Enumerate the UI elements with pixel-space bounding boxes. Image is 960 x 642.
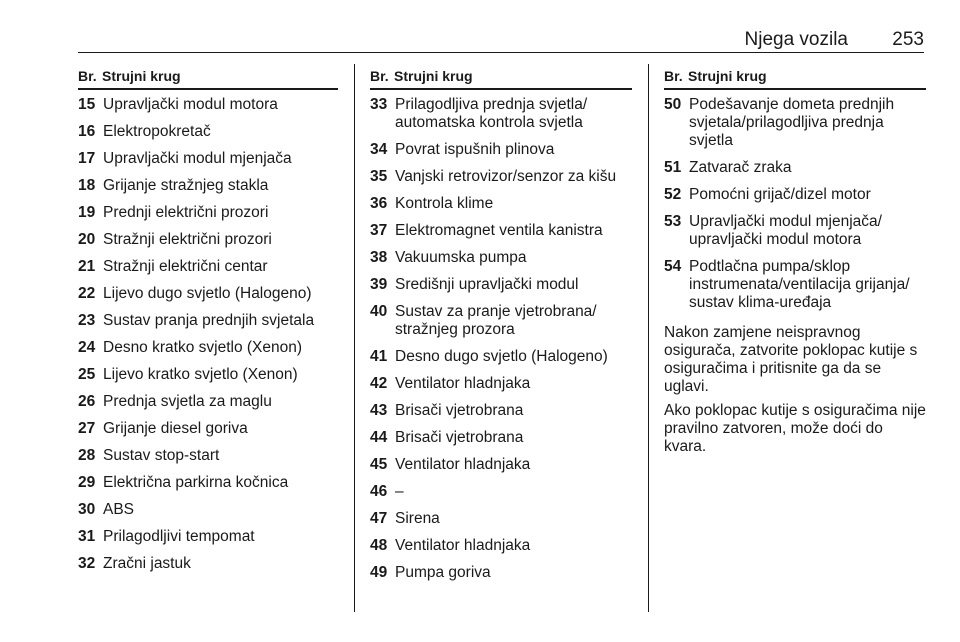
- fuse-number: 35: [370, 168, 388, 185]
- circuit-name: Prilagodljivi tempomat: [103, 528, 255, 545]
- fuse-number: 46: [370, 483, 388, 500]
- fuse-number: 43: [370, 402, 388, 419]
- page-number: 253: [892, 29, 924, 50]
- circuit-name: Pomoćni grijač/dizel motor: [689, 186, 871, 203]
- table-row: [78, 177, 338, 195]
- table-row: [370, 141, 632, 159]
- table-row: [370, 429, 632, 447]
- table-row: [370, 276, 632, 294]
- table-row: [370, 402, 632, 420]
- circuit-name: Grijanje stražnjeg stakla: [103, 177, 269, 194]
- circuit-name: Pumpa goriva: [395, 564, 491, 581]
- circuit-name: Upravljački modul motora: [103, 96, 278, 113]
- circuit-name: Sustav za pranje vjetrobrana/ stražnjeg prozora: [395, 303, 597, 338]
- circuit-name: Električna parkirna kočnica: [103, 474, 289, 491]
- table-row: [78, 150, 338, 168]
- circuit-name: Stražnji električni prozori: [103, 231, 272, 248]
- circuit-name: Sustav pranja prednjih svjetala: [103, 312, 315, 329]
- fuse-number: 25: [78, 366, 96, 383]
- circuit-name: Ventilator hladnjaka: [395, 537, 531, 554]
- table-header: [370, 68, 632, 90]
- fuse-number: 51: [664, 159, 682, 176]
- circuit-name: Lijevo dugo svjetlo (Halogeno): [103, 285, 312, 302]
- table-row: [78, 96, 338, 114]
- circuit-name: Brisači vjetrobrana: [395, 402, 524, 419]
- header-circuit: Strujni krug: [394, 68, 473, 84]
- circuit-name: Grijanje diesel goriva: [103, 420, 248, 437]
- circuit-name: ABS: [103, 501, 135, 518]
- note-paragraph: Ako poklopac kutije s osiguračima nije pravilno zatvoren, može doći do kvara.: [664, 402, 926, 455]
- table-rows: [370, 96, 632, 582]
- fuse-number: 54: [664, 258, 682, 275]
- header-rule: [78, 52, 924, 53]
- table-row: [78, 447, 338, 465]
- fuse-number: 15: [78, 96, 96, 113]
- circuit-name: Elektropokretač: [103, 123, 211, 140]
- circuit-name: Ventilator hladnjaka: [395, 375, 531, 392]
- circuit-name: Povrat ispušnih plinova: [395, 141, 555, 158]
- circuit-name: Lijevo kratko svjetlo (Xenon): [103, 366, 298, 383]
- fuse-number: 30: [78, 501, 96, 518]
- fuse-number: 40: [370, 303, 388, 320]
- fuse-number: 16: [78, 123, 96, 140]
- table-row: [78, 258, 338, 276]
- header-circuit: Strujni krug: [102, 68, 181, 84]
- fuse-number: 45: [370, 456, 388, 473]
- circuit-name: –: [395, 483, 404, 500]
- fuse-number: 26: [78, 393, 96, 410]
- fuse-number: 21: [78, 258, 96, 275]
- table-row: [370, 510, 632, 528]
- table-row: [370, 168, 632, 186]
- circuit-name: Zatvarač zraka: [689, 159, 792, 176]
- circuit-name: Ventilator hladnjaka: [395, 456, 531, 473]
- column-divider: [354, 64, 355, 612]
- fuse-number: 53: [664, 213, 682, 230]
- table-row: [370, 456, 632, 474]
- table-row: [78, 501, 338, 519]
- circuit-name: Upravljački modul mjenjača/ upravljački modul motora: [689, 213, 882, 248]
- table-row: [78, 528, 338, 546]
- note-paragraph: Nakon zamjene neispravnog osigurača, zatvorite poklopac kutije s osiguračima i pritisnite ga da se uglavi.: [664, 324, 918, 395]
- fuse-number: 28: [78, 447, 96, 464]
- circuit-name: Zračni jastuk: [103, 555, 191, 572]
- table-header: [78, 68, 338, 90]
- circuit-name: Elektromagnet ventila kanistra: [395, 222, 603, 239]
- circuit-name: Kontrola klime: [395, 195, 494, 212]
- circuit-name: Desno dugo svjetlo (Halogeno): [395, 348, 608, 365]
- table-row: [370, 348, 632, 366]
- fuse-number: 47: [370, 510, 388, 527]
- fuse-number: 31: [78, 528, 96, 545]
- fuse-number: 39: [370, 276, 388, 293]
- circuit-name: Upravljački modul mjenjača: [103, 150, 292, 167]
- fuse-number: 48: [370, 537, 388, 554]
- fuse-number: 19: [78, 204, 96, 221]
- table-row: [78, 474, 338, 492]
- table-row: [664, 213, 926, 249]
- table-row: [370, 375, 632, 393]
- fuse-number: 22: [78, 285, 96, 302]
- circuit-name: Prednji električni prozori: [103, 204, 269, 221]
- circuit-name: Podešavanje dometa prednjih svjetala/prilagodljiva prednja svjetla: [689, 96, 895, 149]
- table-row: [370, 249, 632, 267]
- table-row: [78, 420, 338, 438]
- table-row: [370, 564, 632, 582]
- circuit-name: Prednja svjetla za maglu: [103, 393, 272, 410]
- table-header: [664, 68, 926, 90]
- header-circuit: Strujni krug: [688, 68, 767, 84]
- table-row: [78, 393, 338, 411]
- table-row: [370, 96, 632, 132]
- table-row: [664, 258, 926, 312]
- table-row: [664, 159, 926, 177]
- fuse-number: 41: [370, 348, 388, 365]
- fuse-table-column-1: [78, 68, 338, 582]
- table-row: [78, 123, 338, 141]
- table-rows: [664, 96, 926, 312]
- fuse-number: 27: [78, 420, 96, 437]
- section-title: Njega vozila: [744, 29, 848, 50]
- table-row: [370, 483, 632, 501]
- circuit-name: Sustav stop-start: [103, 447, 220, 464]
- circuit-name: Desno kratko svjetlo (Xenon): [103, 339, 303, 356]
- table-row: [78, 231, 338, 249]
- circuit-name: Vakuumska pumpa: [395, 249, 527, 266]
- circuit-name: Sirena: [395, 510, 440, 527]
- table-rows: [78, 96, 338, 573]
- header-number: Br.: [370, 68, 389, 84]
- circuit-name: Stražnji električni centar: [103, 258, 268, 275]
- fuse-table-column-3: [664, 68, 926, 462]
- column-divider: [648, 64, 649, 612]
- circuit-name: Vanjski retrovizor/senzor za kišu: [395, 168, 617, 185]
- table-row: [78, 312, 338, 330]
- fuse-number: 42: [370, 375, 388, 392]
- circuit-name: Središnji upravljački modul: [395, 276, 579, 293]
- fuse-number: 23: [78, 312, 96, 329]
- fuse-number: 34: [370, 141, 388, 158]
- fuse-number: 20: [78, 231, 96, 248]
- notes: [664, 324, 926, 456]
- fuse-number: 49: [370, 564, 388, 581]
- fuse-number: 52: [664, 186, 682, 203]
- fuse-number: 24: [78, 339, 96, 356]
- fuse-number: 50: [664, 96, 682, 113]
- circuit-name: Podtlačna pumpa/sklop instrumenata/ventilacija grijanja/ sustav klima-uređaja: [689, 258, 910, 311]
- table-row: [78, 339, 338, 357]
- circuit-name: Prilagodljiva prednja svjetla/ automatska kontrola svjetla: [395, 96, 588, 131]
- fuse-number: 38: [370, 249, 388, 266]
- table-row: [78, 366, 338, 384]
- fuse-number: 17: [78, 150, 96, 167]
- fuse-table-column-2: [370, 68, 632, 591]
- table-row: [78, 555, 338, 573]
- circuit-name: Brisači vjetrobrana: [395, 429, 524, 446]
- table-row: [370, 222, 632, 240]
- table-row: [78, 285, 338, 303]
- header-number: Br.: [78, 68, 97, 84]
- table-row: [78, 204, 338, 222]
- fuse-number: 29: [78, 474, 96, 491]
- table-row: [664, 96, 926, 150]
- fuse-number: 37: [370, 222, 388, 239]
- table-row: [664, 186, 926, 204]
- fuse-number: 44: [370, 429, 388, 446]
- table-row: [370, 195, 632, 213]
- table-row: [370, 303, 632, 339]
- header-number: Br.: [664, 68, 683, 84]
- fuse-number: 33: [370, 96, 388, 113]
- fuse-number: 36: [370, 195, 388, 212]
- table-row: [370, 537, 632, 555]
- fuse-number: 32: [78, 555, 96, 572]
- fuse-number: 18: [78, 177, 96, 194]
- page-header: [0, 0, 960, 52]
